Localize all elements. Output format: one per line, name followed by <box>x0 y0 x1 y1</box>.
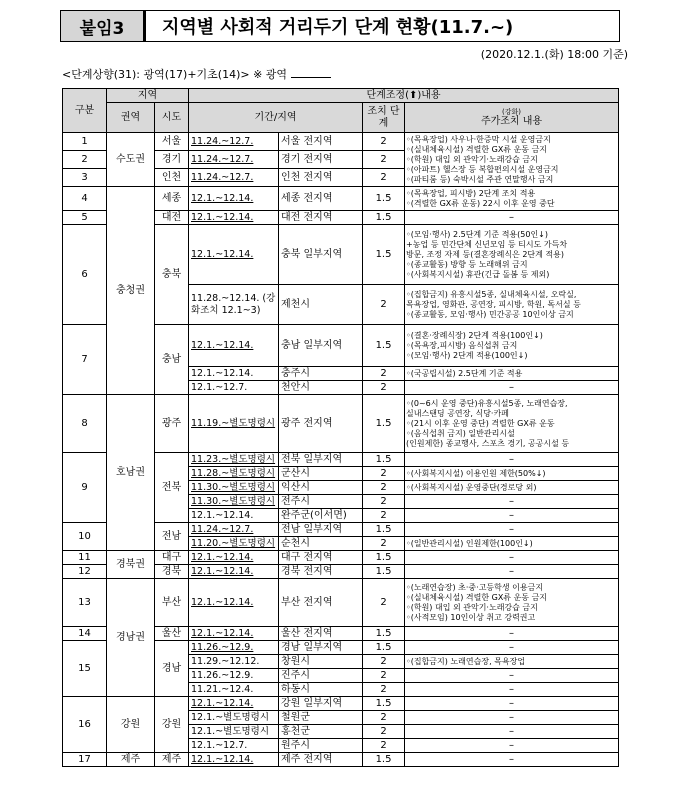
row-no: 9 <box>63 453 107 523</box>
summary-line <box>62 66 331 82</box>
level-cell: 2 <box>363 367 405 381</box>
measures-cell: – <box>405 551 619 565</box>
level-cell: 2 <box>363 725 405 739</box>
province-cell: 울산 <box>155 627 189 641</box>
region-cell: 제주 전지역 <box>279 753 363 767</box>
area-cell: 경남권 <box>107 579 155 697</box>
measures-cell: – <box>405 641 619 655</box>
province-cell: 광주 <box>155 395 189 453</box>
period-cell: 12.1.~12.14. <box>189 211 279 225</box>
province-cell: 서울 <box>155 133 189 151</box>
level-cell: 2 <box>363 495 405 509</box>
header-division: 구분 <box>63 89 107 133</box>
region-cell: 경기 전지역 <box>279 151 363 169</box>
area-cell: 수도권 <box>107 133 155 187</box>
province-cell: 전북 <box>155 453 189 523</box>
measures-cell: – <box>405 495 619 509</box>
row-no: 5 <box>63 211 107 225</box>
region-cell: 천안시 <box>279 381 363 395</box>
period-cell: 12.1.~12.7. <box>189 381 279 395</box>
period-cell: 12.1.~12.7. <box>189 739 279 753</box>
region-cell: 익산시 <box>279 481 363 495</box>
header-region: 지역 <box>107 89 189 103</box>
region-cell: 대전 전지역 <box>279 211 363 225</box>
level-cell: 1.5 <box>363 565 405 579</box>
region-cell: 충북 일부지역 <box>279 225 363 285</box>
province-cell: 강원 <box>155 697 189 753</box>
period-cell: 12.1.~12.14. <box>189 565 279 579</box>
header-measures <box>405 103 619 133</box>
period-cell: 11.24.~12.7. <box>189 523 279 537</box>
period-cell: 11.29.~12.12. <box>189 655 279 669</box>
level-cell: 2 <box>363 655 405 669</box>
level-cell: 2 <box>363 711 405 725</box>
level-cell: 2 <box>363 169 405 187</box>
period-cell: 11.24.~12.7. <box>189 151 279 169</box>
measure-line: ◦(종교활동) 방향 등 노래해위 금지 <box>406 259 528 269</box>
period-cell: 11.26.~12.9. <box>189 641 279 655</box>
measures-cell: – <box>405 453 619 467</box>
region-cell: 인천 전지역 <box>279 169 363 187</box>
period-cell: 12.1.~12.14. <box>189 509 279 523</box>
period-cell: 12.1.~12.14. <box>189 697 279 711</box>
province-cell: 충남 <box>155 325 189 395</box>
level-cell: 1.5 <box>363 551 405 565</box>
measures-cell: ◦(사회복지시설) 이용인원 제한(50%↓) <box>405 467 619 481</box>
region-cell: 하동시 <box>279 683 363 697</box>
level-cell: 1.5 <box>363 523 405 537</box>
measures-cell: – <box>405 509 619 523</box>
measures-cell: ◦(일반관리시설) 인원제한(100인↓) <box>405 537 619 551</box>
province-cell: 경북 <box>155 565 189 579</box>
header-strengthen: (강화) <box>502 107 522 116</box>
attachment-label: 붙임3 <box>60 10 145 42</box>
measure-line: ◦(학원) 대입 외 관악기·노래강습 금지 <box>406 602 538 612</box>
level-cell: 1.5 <box>363 225 405 285</box>
province-cell: 경남 <box>155 641 189 697</box>
header-period: 기간/지역 <box>189 103 363 133</box>
row-no: 7 <box>63 325 107 395</box>
level-cell: 1.5 <box>363 187 405 211</box>
measures-cell: – <box>405 711 619 725</box>
region-cell: 경남 일부지역 <box>279 641 363 655</box>
measure-line: ◦(사회복지시설) 휴관(긴급 돌봄 등 제외) <box>406 269 550 279</box>
row-no: 17 <box>63 753 107 767</box>
header-level: 조치 단계 <box>363 103 405 133</box>
measures-cell <box>405 133 619 187</box>
measures-cell: – <box>405 381 619 395</box>
period-cell: 12.1.~12.14. <box>189 627 279 641</box>
province-cell: 부산 <box>155 579 189 627</box>
level-cell: 1.5 <box>363 453 405 467</box>
measure-line: ◦(목욕장,피시방) 음식섭취 금지 <box>406 340 518 350</box>
measure-line: ◦(결혼·장례식장) 2단계 적용(100인↓) <box>406 330 543 340</box>
level-cell: 1.5 <box>363 697 405 711</box>
measures-cell: – <box>405 565 619 579</box>
period-cell: 11.28.~별도명령시 <box>189 467 279 481</box>
row-no: 16 <box>63 697 107 753</box>
area-cell: 경북권 <box>107 551 155 579</box>
header-area: 권역 <box>107 103 155 133</box>
level-cell: 2 <box>363 579 405 627</box>
row-no: 14 <box>63 627 107 641</box>
measure-line: ◦(종교활동, 모임·행사) 민간공공 10인이상 금지 <box>406 309 574 319</box>
region-cell: 대구 전지역 <box>279 551 363 565</box>
province-cell: 대전 <box>155 211 189 225</box>
measures-cell: – <box>405 683 619 697</box>
measures-cell <box>405 579 619 627</box>
level-cell: 1.5 <box>363 395 405 453</box>
region-cell: 경북 전지역 <box>279 565 363 579</box>
row-no: 11 <box>63 551 107 565</box>
measure-line: (인원제한) 종교행사, 스포츠 경기, 공공시설 등 <box>406 438 570 448</box>
region-cell: 제천시 <box>279 285 363 325</box>
level-cell: 2 <box>363 467 405 481</box>
measure-line: ◦(학원) 대입 외 관악기·노래강습 금지 <box>406 154 538 164</box>
region-cell: 전주시 <box>279 495 363 509</box>
document-title: 지역별 사회적 거리두기 단계 현황(11.7.~) <box>145 10 620 42</box>
measures-cell: – <box>405 725 619 739</box>
measures-cell: – <box>405 669 619 683</box>
region-cell: 군산시 <box>279 467 363 481</box>
level-cell: 1.5 <box>363 641 405 655</box>
period-cell: 11.19.~별도명령시 <box>189 395 279 453</box>
measure-line: 방문, 조정 자제 등(결혼장례식은 2단계 적용) <box>406 249 564 259</box>
area-cell: 제주 <box>107 753 155 767</box>
province-cell: 전남 <box>155 523 189 551</box>
row-no: 6 <box>63 225 107 325</box>
region-cell: 전북 일부지역 <box>279 453 363 467</box>
region-cell: 창원시 <box>279 655 363 669</box>
period-cell: 11.30.~별도명령시 <box>189 481 279 495</box>
period-cell: 12.1.~12.14. <box>189 367 279 381</box>
period-cell: 12.1.~별도명령시 <box>189 725 279 739</box>
level-cell: 2 <box>363 683 405 697</box>
region-cell: 강원 일부지역 <box>279 697 363 711</box>
region-cell: 광주 전지역 <box>279 395 363 453</box>
period-cell: 11.26.~12.9. <box>189 669 279 683</box>
level-cell: 2 <box>363 739 405 753</box>
row-no: 1 <box>63 133 107 151</box>
period-cell: 12.1.~12.14. <box>189 551 279 565</box>
level-cell: 1.5 <box>363 627 405 641</box>
period-cell: 12.1.~12.14. <box>189 187 279 211</box>
header-measures-label: 주가조치 내용 <box>480 115 543 127</box>
period-cell: 11.24.~12.7. <box>189 169 279 187</box>
level-cell: 2 <box>363 669 405 683</box>
period-cell: 12.1.~12.14. <box>189 579 279 627</box>
row-no: 4 <box>63 187 107 211</box>
row-no: 8 <box>63 395 107 453</box>
summary-blank <box>291 67 331 78</box>
row-no: 12 <box>63 565 107 579</box>
region-cell: 서울 전지역 <box>279 133 363 151</box>
measure-line: ◦(모임·행사) 2.5단계 기준 적용(50인↓) <box>406 229 549 239</box>
measure-line: ◦(모임·행사) 2단계 적용(100인↓) <box>406 350 528 360</box>
period-cell: 12.1.~12.14. <box>189 225 279 285</box>
period-cell: 11.30.~별도명령시 <box>189 495 279 509</box>
measure-line: ◦(노래연습장) 초·중·고등학생 이용금지 <box>406 582 544 592</box>
measures-cell <box>405 285 619 325</box>
measures-cell <box>405 325 619 367</box>
area-cell: 호남권 <box>107 395 155 551</box>
measure-line: ◦(사적모임) 10인이상 취고 강력권고 <box>406 612 536 622</box>
province-cell: 세종 <box>155 187 189 211</box>
measures-cell <box>405 395 619 453</box>
level-cell: 2 <box>363 481 405 495</box>
level-cell: 2 <box>363 285 405 325</box>
level-cell: 2 <box>363 537 405 551</box>
measure-line: ◦(목욕장업) 사우나·한증막 시설 운영금지 <box>406 134 551 144</box>
province-cell: 제주 <box>155 753 189 767</box>
header-province: 시도 <box>155 103 189 133</box>
region-cell: 울산 전지역 <box>279 627 363 641</box>
period-cell: 11.28.~12.14. (강화조치 12.1~3) <box>189 285 279 325</box>
level-cell: 2 <box>363 151 405 169</box>
region-cell: 철원군 <box>279 711 363 725</box>
reference-date: (2020.12.1.(화) 18:00 기준) <box>480 48 628 61</box>
measure-line: ◦(실내체육시설) 격렬한 GX류 운동 금지 <box>406 144 548 154</box>
region-cell: 홍천군 <box>279 725 363 739</box>
measure-line: ◦(아파트) 헬스장 등 복합편의시설 운영금지 <box>406 164 559 174</box>
measures-cell: ◦(집합금지) 노래연습장, 목욕장업 <box>405 655 619 669</box>
region-cell: 세종 전지역 <box>279 187 363 211</box>
measure-line: ◦(파티룸 등) 숙박시설 주관 연말행사 금지 <box>406 174 554 184</box>
regional-status-table <box>62 88 619 767</box>
region-cell: 완주군(이서면) <box>279 509 363 523</box>
level-cell: 1.5 <box>363 753 405 767</box>
level-cell: 2 <box>363 509 405 523</box>
row-no: 3 <box>63 169 107 187</box>
region-cell: 순천시 <box>279 537 363 551</box>
measures-cell <box>405 187 619 211</box>
level-cell: 2 <box>363 133 405 151</box>
level-cell: 1.5 <box>363 325 405 367</box>
level-cell: 2 <box>363 381 405 395</box>
measure-line: ◦(격렬한 GX류 운동) 22시 이후 운영 중단 <box>406 198 555 208</box>
measures-cell: – <box>405 753 619 767</box>
province-cell: 경기 <box>155 151 189 169</box>
measure-line: ◦(음식섭취 금지) 일반관리시설 <box>406 428 515 438</box>
measures-cell: ◦(사회복지시설) 운영중단(경로당 외) <box>405 481 619 495</box>
measure-line: 실내스탠딩 공연장, 식당·카페 <box>406 408 509 418</box>
measures-cell: – <box>405 739 619 753</box>
region-cell: 전남 일부지역 <box>279 523 363 537</box>
period-cell: 12.1.~12.14. <box>189 753 279 767</box>
measures-cell: – <box>405 523 619 537</box>
measures-cell: ◦(국공립시설) 2.5단계 기준 적용 <box>405 367 619 381</box>
header-stage-adjust: 단계조정(⬆)내용 <box>189 89 619 103</box>
period-cell: 12.1.~12.14. <box>189 325 279 367</box>
measures-cell: – <box>405 697 619 711</box>
row-no: 13 <box>63 579 107 627</box>
area-cell: 강원 <box>107 697 155 753</box>
measures-cell: – <box>405 211 619 225</box>
measure-line: ◦(실내체육시설) 격렬한 GX류 운동 금지 <box>406 592 548 602</box>
period-cell: 12.1.~별도명령시 <box>189 711 279 725</box>
row-no: 2 <box>63 151 107 169</box>
level-cell: 1.5 <box>363 211 405 225</box>
area-cell: 충청권 <box>107 187 155 395</box>
region-cell: 원주시 <box>279 739 363 753</box>
measure-line: ◦(목욕장업, 피시방) 2단계 조치 적용 <box>406 188 536 198</box>
measure-line: ◦(0~6시 운영 중단)유흥시설5종, 노래연습장, <box>406 398 568 408</box>
period-cell: 11.23.~별도명령시 <box>189 453 279 467</box>
measure-line: 목욕장업, 영화관, 공연장, 피시방, 학원, 독서실 등 <box>406 299 581 309</box>
summary-text: <단계상향(31): 광역(17)+기초(14)> ※ 광역 <box>62 68 288 81</box>
region-cell: 충남 일부지역 <box>279 325 363 367</box>
measure-line: +농업 등 민간단체 신년모임 등 티시도 가득차 <box>406 239 568 249</box>
row-no: 10 <box>63 523 107 551</box>
measures-cell: – <box>405 627 619 641</box>
measure-line: ◦(집합금지) 유흥시설5종, 실내체육시설, 오락실, <box>406 289 577 299</box>
document-header <box>60 10 620 42</box>
region-cell: 충주시 <box>279 367 363 381</box>
period-cell: 11.24.~12.7. <box>189 133 279 151</box>
period-cell: 11.20.~별도명령시 <box>189 537 279 551</box>
region-cell: 부산 전지역 <box>279 579 363 627</box>
measure-line: ◦(21시 이후 운영 중단) 격렬한 GX류 운동 <box>406 418 555 428</box>
row-no: 15 <box>63 641 107 697</box>
province-cell: 대구 <box>155 551 189 565</box>
province-cell: 인천 <box>155 169 189 187</box>
measures-cell <box>405 225 619 285</box>
period-cell: 11.21.~12.4. <box>189 683 279 697</box>
region-cell: 진주시 <box>279 669 363 683</box>
province-cell: 충북 <box>155 225 189 325</box>
